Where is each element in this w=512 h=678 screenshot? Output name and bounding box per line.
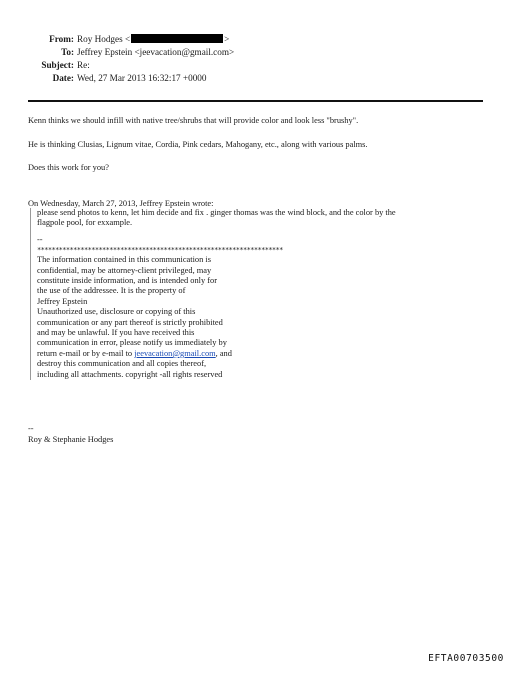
disclaimer-line-4: Jeffrey Epstein [37, 296, 88, 306]
disclaimer-line-5: Unauthorized use, disclosure or copying of this [37, 307, 196, 317]
return-text-end: , and [215, 348, 232, 358]
to-value: Jeffrey Epstein <jeevacation@gmail.com> [77, 47, 235, 57]
signature-dash: -- [28, 424, 34, 433]
disclaimer-line-1: confidential, may be attorney-client privileged, may [37, 265, 212, 275]
return-text: return e-mail or by e-mail to [37, 348, 135, 358]
disclaimer-return-line [37, 349, 492, 359]
subject-label: Subject: [41, 60, 74, 70]
disclaimer-line-6: communication or any part thereof is strictly prohibited [37, 317, 223, 327]
body-paragraph-2: He is thinking Clusias, Lignum vitae, Cordia, Pink cedars, Mahogany, etc., along with various palms. [28, 140, 368, 149]
body-paragraph-3: Does this work for you? [28, 163, 109, 172]
disclaimer-end-0: destroy this communication and all copies thereof, [37, 359, 207, 369]
star-separator: ******************************************************************** [37, 246, 283, 255]
subject-value: Re: [77, 60, 90, 70]
body-paragraph-1: Kenn thinks we should infill with native tree/shrubs that will provide color and look less "brushy". [28, 116, 359, 125]
quote-sig-dash: -- [37, 234, 43, 244]
from-bracket: > [224, 34, 230, 44]
disclaimer-line-8: communication in error, please notify us immediately by [37, 338, 227, 348]
header-divider [28, 100, 483, 102]
from-value [77, 33, 229, 45]
redaction-box [131, 34, 223, 43]
quote-line-2: flagpole pool, for exxample. [37, 218, 133, 228]
email-link[interactable]: jeevacation@gmail.com [134, 348, 216, 358]
disclaimer-end-1: including all attachments. copyright -all rights reserved [37, 369, 223, 379]
date-label: Date: [52, 73, 74, 83]
quoted-message [30, 208, 492, 380]
to-label: To: [61, 47, 74, 57]
disclaimer-line-7: and may be unlawful. If you have received this [37, 328, 195, 338]
quote-line-1: please send photos to kenn, let him decide and fix . ginger thomas was the wind block, and the color by the [37, 208, 396, 217]
disclaimer-line-2: constitute inside information, and is intended only for [37, 276, 218, 286]
quote-intro: On Wednesday, March 27, 2013, Jeffrey Epstein wrote: [28, 199, 214, 208]
disclaimer-line-3: the use of the addressee. It is the property of [37, 286, 186, 296]
date-value: Wed, 27 Mar 2013 16:32:17 +0000 [77, 73, 207, 83]
signature-name: Roy & Stephanie Hodges [28, 435, 114, 444]
document-id: EFTA00703500 [428, 653, 504, 664]
from-label: From: [49, 34, 74, 44]
disclaimer-line-0: The information contained in this communication is [37, 255, 211, 265]
from-name: Roy Hodges < [77, 34, 131, 44]
